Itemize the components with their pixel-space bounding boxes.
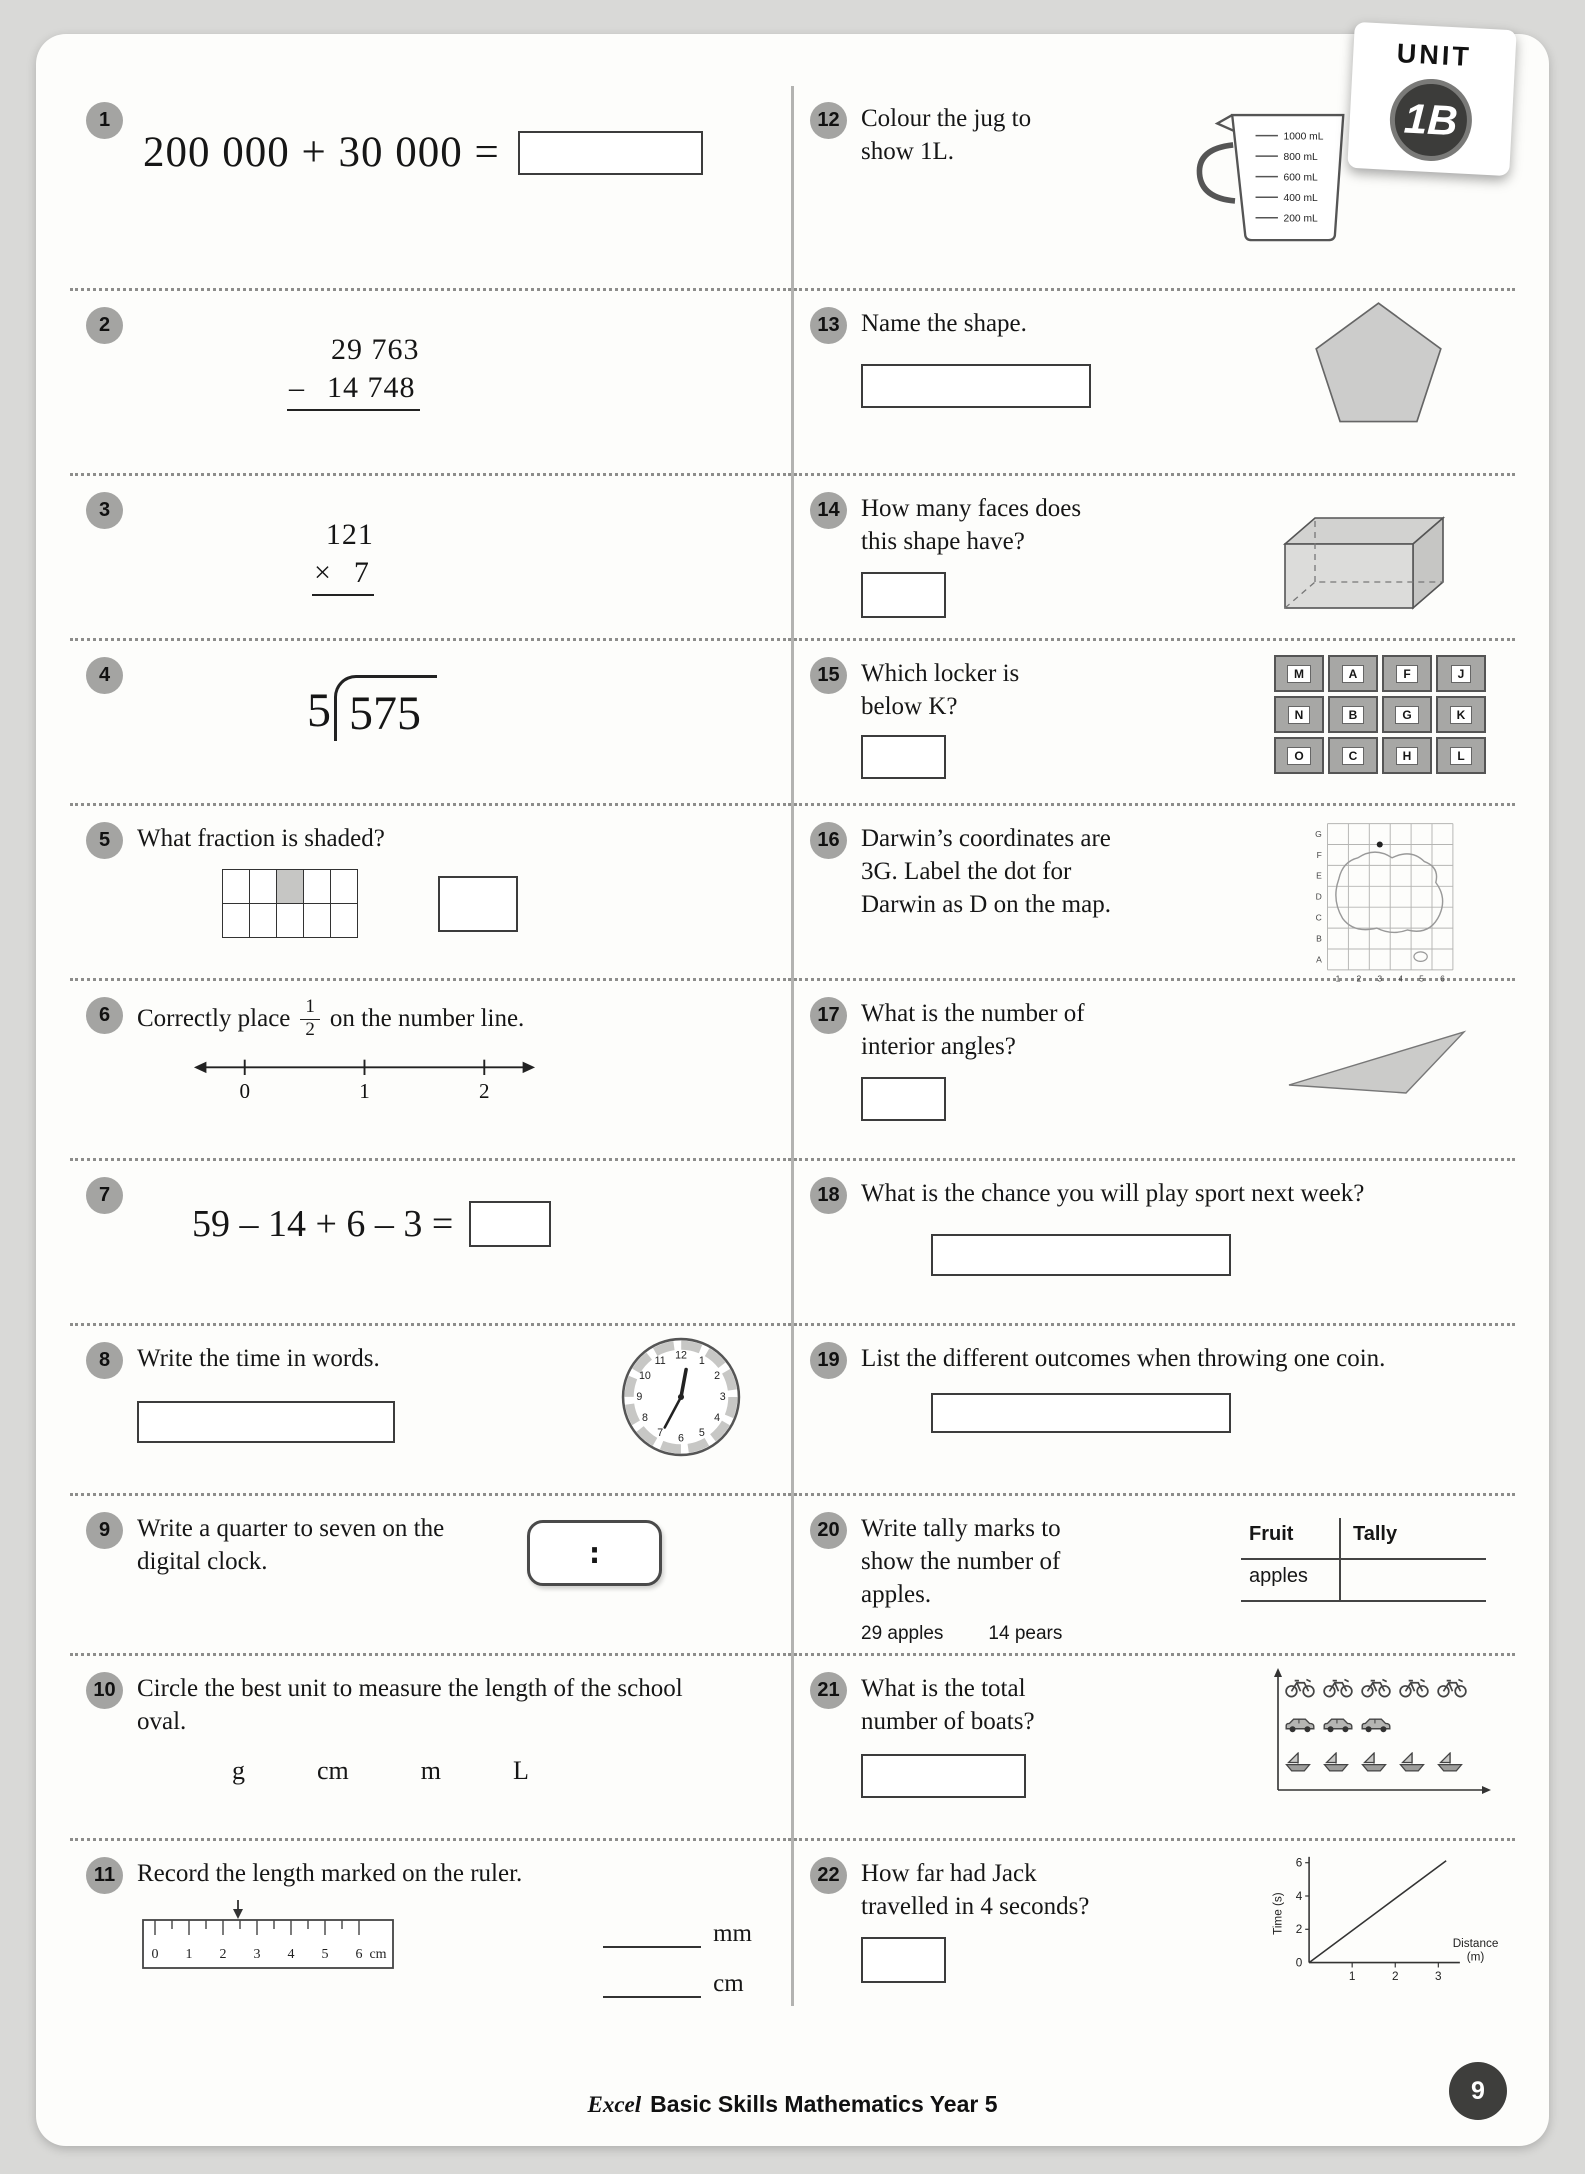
q5-prompt: What fraction is shaded? xyxy=(137,825,385,852)
locker-cell: J xyxy=(1436,655,1486,692)
q15-prompt: Which locker is below K? xyxy=(861,660,1020,720)
question-22 xyxy=(794,1841,1515,2006)
pentagon-shape xyxy=(1311,299,1446,426)
svg-text:12: 12 xyxy=(675,1349,687,1362)
svg-text:2: 2 xyxy=(479,1079,490,1104)
digital-clock[interactable] xyxy=(527,1520,662,1586)
question-6 xyxy=(70,981,791,1161)
question-4-number: 4 xyxy=(86,657,123,694)
svg-text:B: B xyxy=(1316,933,1322,944)
australia-map[interactable] xyxy=(1299,816,1489,985)
question-7-number: 7 xyxy=(86,1177,123,1214)
svg-text:0: 0 xyxy=(1295,1956,1303,1970)
tally-header-fruit: Fruit xyxy=(1249,1523,1294,1545)
page-number-badge: 9 xyxy=(1449,2062,1507,2120)
q13-answer-box[interactable] xyxy=(861,364,1091,408)
svg-text:5: 5 xyxy=(321,1947,329,1962)
jug-label: 600 mL xyxy=(1283,172,1318,184)
q7-expression: 59 – 14 + 6 – 3 = xyxy=(192,1203,454,1245)
question-16-number: 16 xyxy=(810,822,847,859)
svg-text:1: 1 xyxy=(1335,973,1341,984)
q17-answer-box[interactable] xyxy=(861,1077,946,1121)
option-m[interactable]: m xyxy=(420,1756,441,1785)
svg-text:3: 3 xyxy=(253,1947,261,1962)
svg-text:6: 6 xyxy=(1295,1856,1303,1870)
svg-text:8: 8 xyxy=(641,1411,648,1424)
question-15 xyxy=(794,641,1515,806)
svg-text:F: F xyxy=(1316,849,1322,860)
svg-text:2: 2 xyxy=(219,1947,227,1962)
jug-icon[interactable] xyxy=(1179,102,1361,244)
svg-text:C: C xyxy=(1315,912,1322,923)
q4-divisor: 5 xyxy=(307,684,331,737)
q14-prompt: How many faces does this shape have? xyxy=(861,495,1082,555)
question-8-number: 8 xyxy=(86,1342,123,1379)
q10-prompt: Circle the best unit to measure the length of the school oval. xyxy=(137,1675,683,1735)
q12-prompt: Colour the jug to show 1L. xyxy=(861,105,1032,165)
question-19-number: 19 xyxy=(810,1342,847,1379)
q3-multiplication xyxy=(312,518,374,596)
question-1-number: 1 xyxy=(86,102,123,139)
question-4 xyxy=(70,641,791,806)
q8-answer-box[interactable] xyxy=(137,1401,395,1443)
worksheet-card xyxy=(36,34,1549,2146)
svg-text:4: 4 xyxy=(1398,973,1404,984)
question-8 xyxy=(70,1326,791,1496)
darwin-dot[interactable] xyxy=(1377,841,1383,847)
jug-label: 200 mL xyxy=(1283,213,1318,225)
fraction-grid xyxy=(222,869,358,938)
question-2 xyxy=(70,291,791,476)
q20-prompt: Write tally marks to show the number of apples. xyxy=(861,1515,1061,1608)
tally-header-tally: Tally xyxy=(1339,1518,1486,1558)
svg-text:3: 3 xyxy=(719,1391,726,1403)
q5-answer-box[interactable] xyxy=(438,876,518,932)
q17-prompt: What is the number of interior angles? xyxy=(861,1000,1085,1060)
question-20-number: 20 xyxy=(810,1512,847,1549)
clock-icon xyxy=(620,1336,742,1458)
question-18-number: 18 xyxy=(810,1177,847,1214)
jug-label: 800 mL xyxy=(1283,151,1318,163)
q18-prompt: What is the chance you will play sport next week? xyxy=(861,1180,1365,1207)
q21-prompt: What is the total number of boats? xyxy=(861,1675,1035,1735)
svg-text:10: 10 xyxy=(638,1370,651,1383)
question-9-number: 9 xyxy=(86,1512,123,1549)
question-22-number: 22 xyxy=(810,1857,847,1894)
svg-text:E: E xyxy=(1316,870,1322,881)
svg-text:0: 0 xyxy=(151,1947,159,1962)
question-18 xyxy=(794,1161,1515,1326)
svg-text:4: 4 xyxy=(714,1411,721,1424)
question-1 xyxy=(70,86,791,291)
mm-label: mm xyxy=(713,1920,752,1947)
unit-badge xyxy=(1347,22,1516,176)
question-20 xyxy=(794,1496,1515,1656)
option-g[interactable]: g xyxy=(232,1756,245,1785)
question-5 xyxy=(70,806,791,981)
svg-text:9: 9 xyxy=(636,1391,643,1403)
question-3-number: 3 xyxy=(86,492,123,529)
q18-answer-box[interactable] xyxy=(931,1234,1231,1276)
q20-given: 29 apples 14 pears xyxy=(861,1623,1063,1644)
q13-prompt: Name the shape. xyxy=(861,310,1027,337)
question-6-number: 6 xyxy=(86,997,123,1034)
one-half-fraction: $\frac{1}{2}$ xyxy=(300,997,320,1040)
svg-text:3: 3 xyxy=(1435,1970,1442,1984)
locker-cell: L xyxy=(1436,737,1486,774)
questions-grid xyxy=(70,86,1515,2006)
svg-text:11: 11 xyxy=(654,1354,666,1367)
locker-cell: K xyxy=(1436,696,1486,733)
svg-text:6: 6 xyxy=(355,1947,363,1962)
q22-answer-box[interactable] xyxy=(861,1937,946,1983)
svg-text:1: 1 xyxy=(359,1079,370,1104)
number-line[interactable] xyxy=(192,1052,537,1105)
question-21 xyxy=(794,1656,1515,1841)
graph-xlabel: Distance xyxy=(1452,1936,1499,1950)
svg-text:2: 2 xyxy=(1391,1970,1399,1984)
q4-dividend: 575 xyxy=(334,675,437,741)
q15-answer-box[interactable] xyxy=(861,735,946,779)
question-17-number: 17 xyxy=(810,997,847,1034)
question-2-number: 2 xyxy=(86,307,123,344)
q2-operator: – xyxy=(289,371,305,404)
picto-rows xyxy=(1286,1680,1466,1771)
q3-bottom: 7 xyxy=(353,556,370,589)
svg-text:0: 0 xyxy=(239,1079,250,1104)
locker-cell: O xyxy=(1274,737,1324,774)
question-7 xyxy=(70,1161,791,1326)
locker-cell: B xyxy=(1328,696,1378,733)
cm-answer-line[interactable] xyxy=(603,1972,701,1998)
q8-prompt: Write the time in words. xyxy=(137,1345,380,1372)
svg-text:A: A xyxy=(1316,954,1322,965)
svg-text:5: 5 xyxy=(1419,973,1424,984)
svg-text:1: 1 xyxy=(185,1947,193,1962)
svg-text:D: D xyxy=(1315,891,1322,902)
locker-cell: G xyxy=(1382,696,1432,733)
svg-text:cm: cm xyxy=(369,1947,387,1962)
prism-shape xyxy=(1271,504,1476,616)
svg-text:5: 5 xyxy=(698,1427,705,1440)
q10-options xyxy=(232,1756,777,1786)
q1-answer-box[interactable] xyxy=(518,131,703,175)
q14-answer-box[interactable] xyxy=(861,572,946,618)
digital-clock-colon: : xyxy=(585,1535,604,1571)
jug-label: 1000 mL xyxy=(1283,131,1324,143)
svg-text:6: 6 xyxy=(1440,973,1445,984)
locker-grid xyxy=(1274,655,1486,774)
q2-bottom: 14 748 xyxy=(327,371,416,404)
question-16 xyxy=(794,806,1515,984)
question-11 xyxy=(70,1841,791,2006)
q4-division xyxy=(307,675,437,741)
option-L[interactable]: L xyxy=(513,1756,529,1785)
cm-label: cm xyxy=(713,1970,744,1997)
svg-text:(m): (m) xyxy=(1466,1950,1485,1964)
ruler-icon xyxy=(137,1898,399,1974)
locker-cell: F xyxy=(1382,655,1432,692)
question-13-number: 13 xyxy=(810,307,847,344)
footer-title: Basic Skills Mathematics Year 5 xyxy=(650,2091,998,2117)
question-12-number: 12 xyxy=(810,102,847,139)
svg-text:4: 4 xyxy=(1295,1889,1303,1903)
question-15-number: 15 xyxy=(810,657,847,694)
svg-text:4: 4 xyxy=(287,1947,295,1962)
svg-text:3: 3 xyxy=(1377,973,1383,984)
footer xyxy=(36,2091,1549,2118)
q11-prompt: Record the length marked on the ruler. xyxy=(137,1860,523,1887)
pictograph xyxy=(1268,1666,1493,1800)
locker-cell: C xyxy=(1328,737,1378,774)
q3-operator: × xyxy=(314,556,332,589)
svg-text:6: 6 xyxy=(678,1432,684,1445)
q22-prompt: How far had Jack travelled in 4 seconds? xyxy=(861,1860,1090,1920)
svg-text:1: 1 xyxy=(698,1354,705,1367)
question-3 xyxy=(70,476,791,641)
question-21-number: 21 xyxy=(810,1672,847,1709)
svg-text:2: 2 xyxy=(1356,973,1362,984)
question-9 xyxy=(70,1496,791,1656)
question-14 xyxy=(794,476,1515,641)
line-graph xyxy=(1266,1849,1501,1986)
svg-text:7: 7 xyxy=(657,1427,664,1440)
q6-prompt: Correctly place $\frac{1}{2}$ on the number line. xyxy=(137,996,525,1040)
question-10-number: 10 xyxy=(86,1672,123,1709)
locker-cell: H xyxy=(1382,737,1432,774)
tally-cell[interactable] xyxy=(1339,1560,1486,1600)
locker-cell: N xyxy=(1274,696,1324,733)
svg-text:1: 1 xyxy=(1348,1970,1356,1984)
option-cm[interactable]: cm xyxy=(317,1756,349,1785)
tally-table xyxy=(1241,1518,1486,1645)
svg-text:G: G xyxy=(1315,828,1322,839)
q19-prompt: List the different outcomes when throwing one coin. xyxy=(861,1345,1386,1372)
graph-ylabel: Time (s) xyxy=(1271,1892,1285,1935)
footer-brand: Excel xyxy=(587,2092,642,2117)
question-10 xyxy=(70,1656,791,1841)
jug-label: 400 mL xyxy=(1283,192,1318,204)
question-17 xyxy=(794,981,1515,1161)
q1-expression: 200 000 + 30 000 = xyxy=(143,129,500,176)
question-13 xyxy=(794,291,1515,476)
q3-top: 121 xyxy=(325,518,374,551)
q7-answer-box[interactable] xyxy=(469,1201,551,1247)
q2-subtraction xyxy=(287,333,420,411)
q9-prompt: Write a quarter to seven on the digital clock. xyxy=(137,1515,445,1575)
question-5-number: 5 xyxy=(86,822,123,859)
q2-top: 29 763 xyxy=(331,333,420,366)
svg-text:2: 2 xyxy=(714,1370,721,1383)
question-14-number: 14 xyxy=(810,492,847,529)
mm-answer-line[interactable] xyxy=(603,1922,701,1948)
triangle-shape xyxy=(1286,1027,1471,1099)
svg-text:2: 2 xyxy=(1295,1923,1303,1937)
tally-row-label: apples xyxy=(1249,1565,1308,1587)
unit-label: UNIT xyxy=(1396,38,1473,73)
locker-cell: M xyxy=(1274,655,1324,692)
question-11-number: 11 xyxy=(86,1857,123,1894)
locker-cell: A xyxy=(1328,655,1378,692)
q19-answer-box[interactable] xyxy=(931,1393,1231,1433)
question-19 xyxy=(794,1326,1515,1496)
q21-answer-box[interactable] xyxy=(861,1754,1026,1798)
unit-code: 1B xyxy=(1388,77,1474,163)
q16-prompt: Darwin’s coordinates are 3G. Label the dot for Darwin as D on the map. xyxy=(861,825,1111,918)
